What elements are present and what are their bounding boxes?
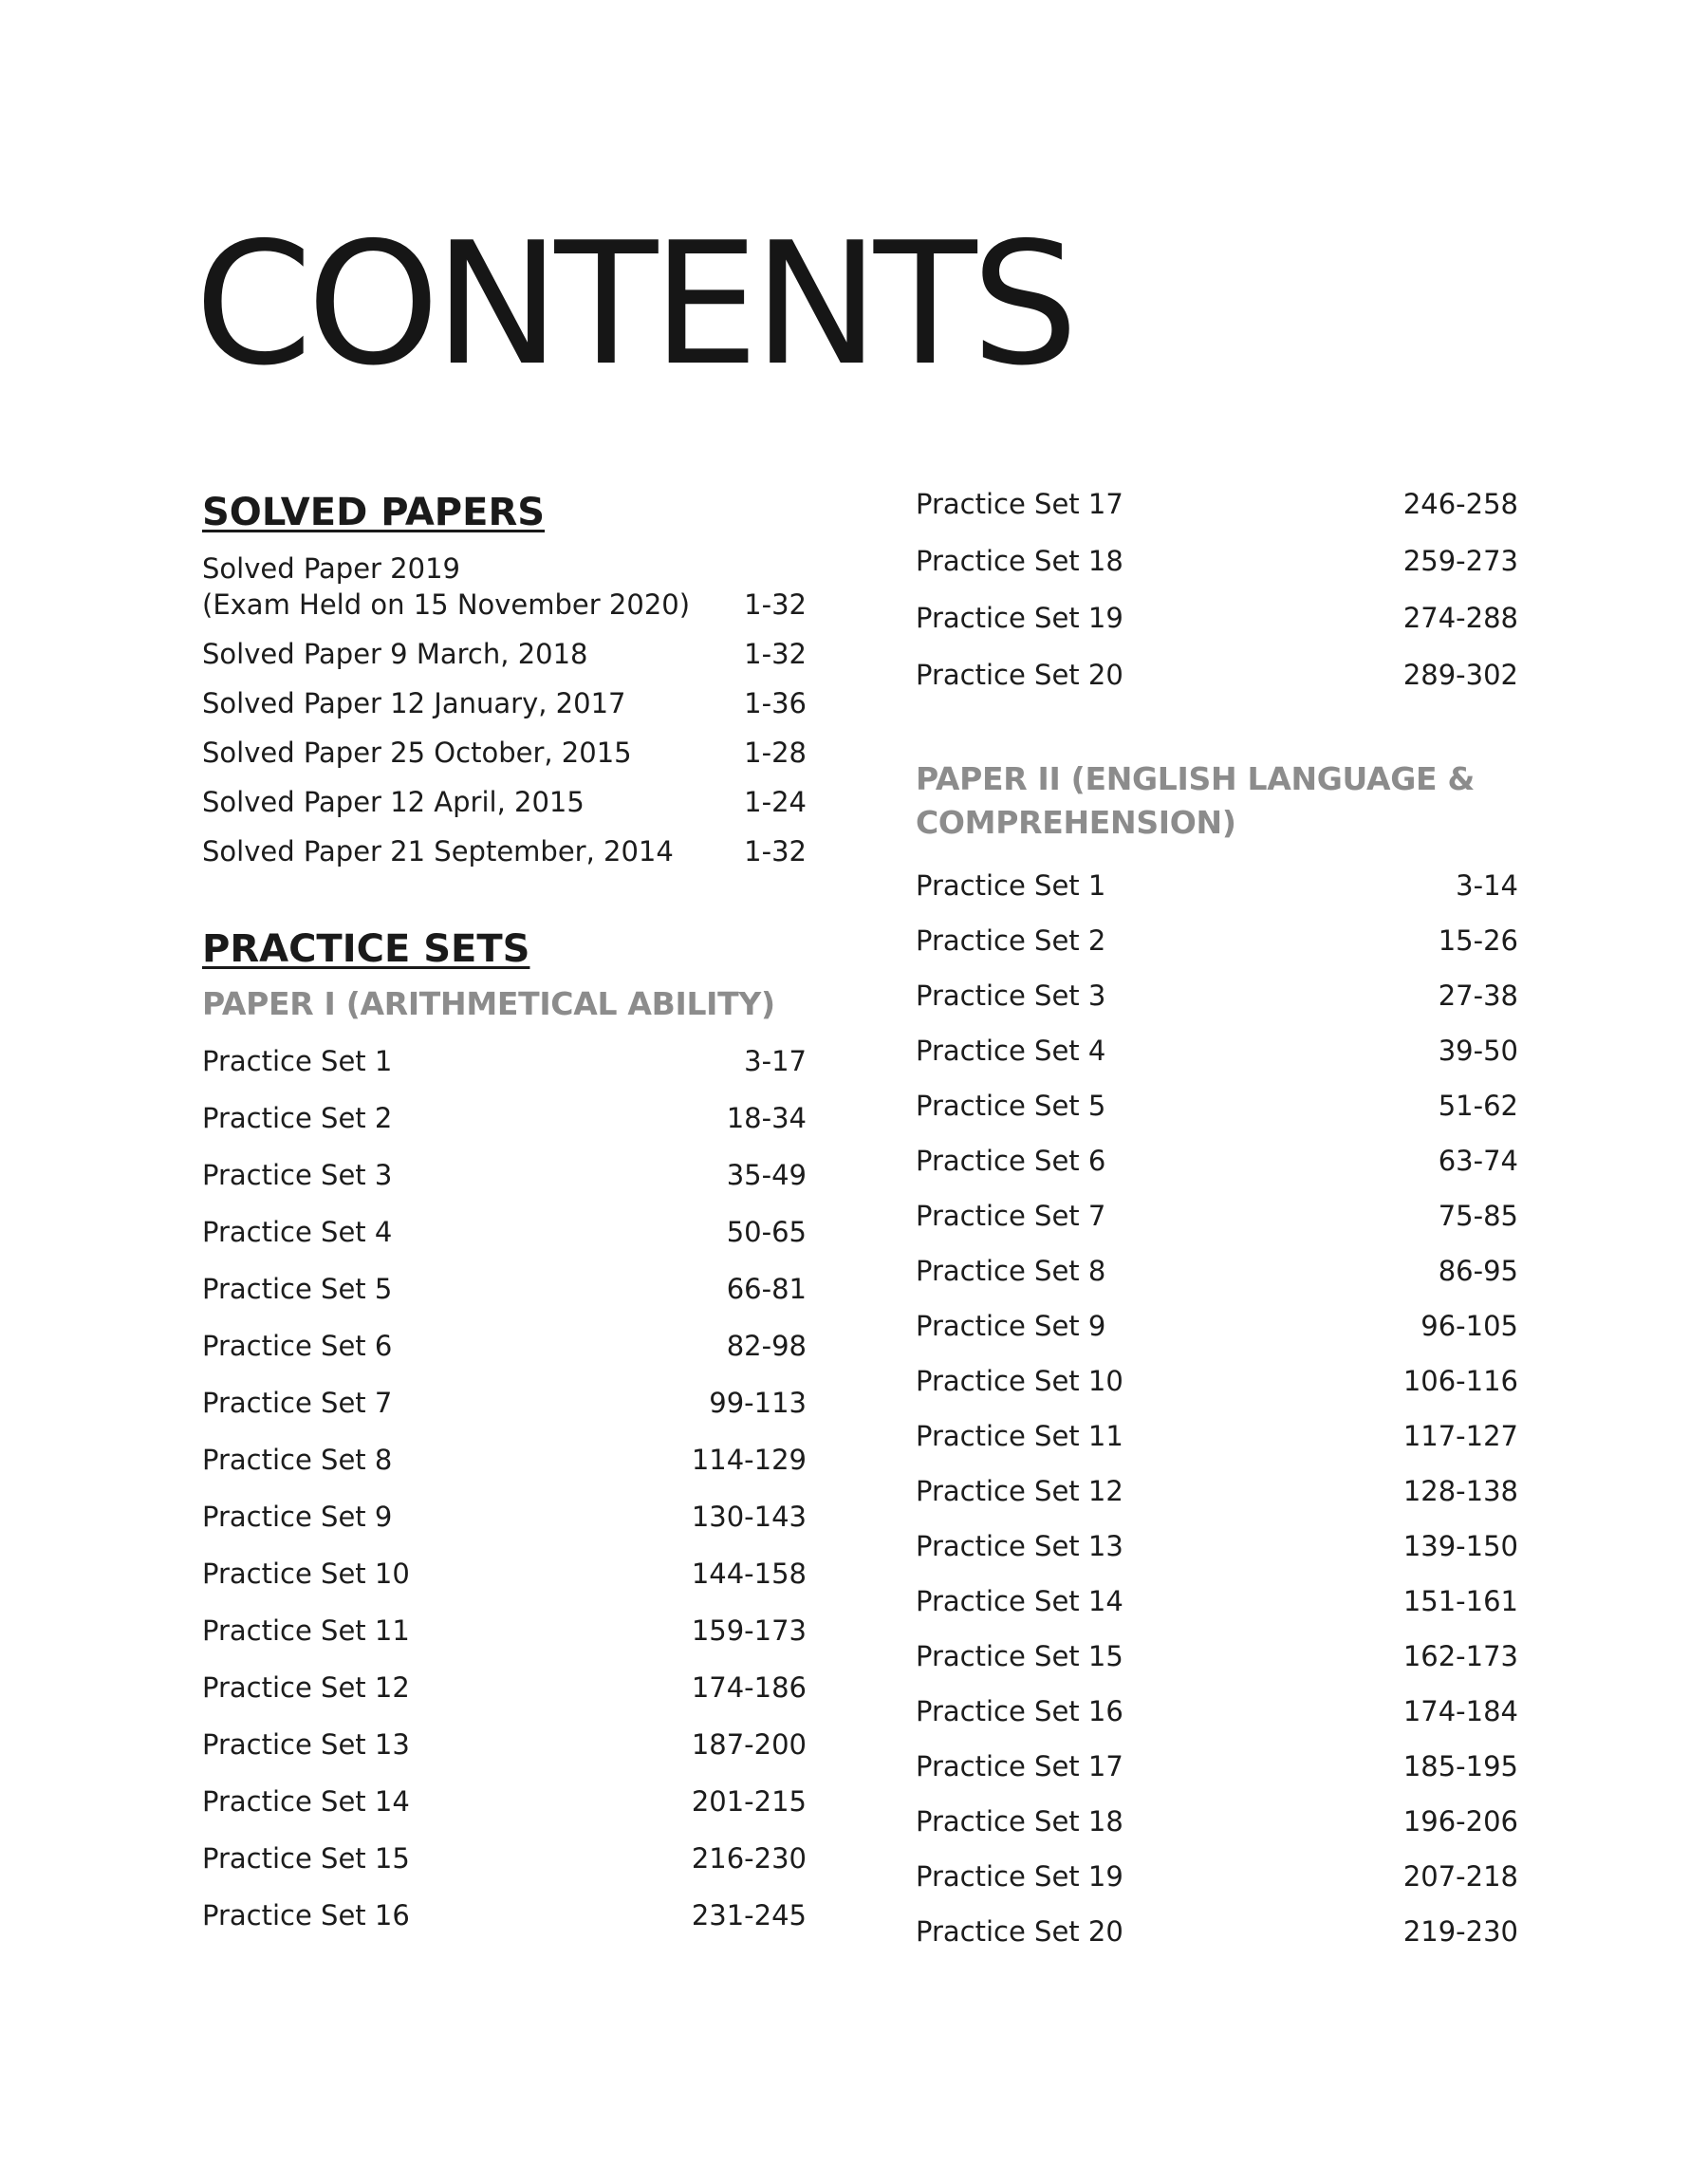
toc-entry-pages: 3-17	[744, 1045, 807, 1077]
toc-entry-pages: 246-258	[1402, 488, 1518, 520]
toc-entry-label: Practice Set 11	[202, 1614, 410, 1647]
toc-entry-label: Practice Set 20	[916, 1915, 1123, 1948]
toc-entry-label: Practice Set 15	[916, 1640, 1123, 1672]
toc-entry-label: Practice Set 2	[202, 1102, 393, 1134]
toc-entry-label: Practice Set 13	[202, 1728, 410, 1761]
toc-entry-pages: 1-24	[744, 786, 807, 818]
toc-entry-label: Practice Set 3	[202, 1159, 393, 1191]
toc-entry-label: Practice Set 10	[916, 1365, 1123, 1397]
toc-entry-label: Practice Set 1	[916, 869, 1106, 902]
toc-entry-label: Practice Set 12	[916, 1475, 1123, 1507]
toc-entry-label: Practice Set 17	[916, 488, 1123, 520]
toc-entry-pages: 39-50	[1438, 1035, 1518, 1067]
toc-entry-pages: 15-26	[1438, 924, 1518, 957]
toc-entry-label: Practice Set 6	[202, 1330, 393, 1362]
toc-entry-label: Practice Set 19	[916, 602, 1123, 634]
toc-entry-label: Solved Paper 9 March, 2018	[202, 638, 588, 670]
toc-entry-pages: 117-127	[1402, 1420, 1518, 1452]
toc-entry-pages: 82-98	[726, 1330, 807, 1362]
toc-entry-pages: 187-200	[691, 1728, 807, 1761]
toc-entry-pages: 51-62	[1438, 1090, 1518, 1122]
toc-entry-pages: 196-206	[1402, 1805, 1518, 1838]
toc-entry-label: Practice Set 10	[202, 1558, 410, 1590]
toc-entry-label: Practice Set 8	[916, 1255, 1106, 1287]
toc-entry-pages: 96-105	[1420, 1310, 1518, 1342]
toc-entry-label: Solved Paper 21 September, 2014	[202, 835, 674, 868]
toc-entry-label: Practice Set 16	[916, 1695, 1123, 1727]
toc-entry-label: Practice Set 19	[916, 1860, 1123, 1893]
toc-entry-pages: 259-273	[1402, 545, 1518, 577]
toc-entry-pages: 219-230	[1402, 1915, 1518, 1948]
toc-entry-pages: 128-138	[1402, 1475, 1518, 1507]
toc-entry-label: Practice Set 13	[916, 1530, 1123, 1562]
toc-entry-label: Practice Set 14	[202, 1785, 410, 1818]
toc-entry-pages: 27-38	[1438, 980, 1518, 1012]
toc-entry-pages: 207-218	[1402, 1860, 1518, 1893]
toc-entry-pages: 139-150	[1402, 1530, 1518, 1562]
toc-entry-pages: 66-81	[726, 1273, 807, 1305]
toc-entry-pages: 75-85	[1438, 1200, 1518, 1232]
toc-entry-pages: 1-32	[744, 835, 807, 868]
toc-entry-label: Solved Paper 12 April, 2015	[202, 786, 585, 818]
toc-entry-label: Practice Set 16	[202, 1899, 410, 1931]
toc-entry-label: Solved Paper 25 October, 2015	[202, 737, 632, 769]
paper-2-heading-line1: PAPER II (ENGLISH LANGUAGE &	[916, 760, 1475, 797]
toc-entry-pages: 99-113	[709, 1387, 807, 1419]
toc-entry-label: Practice Set 9	[202, 1501, 393, 1533]
paper-2-heading-line2: COMPREHENSION)	[916, 804, 1236, 841]
toc-entry-label: Practice Set 14	[916, 1585, 1123, 1617]
toc-entry-label: Practice Set 12	[202, 1671, 410, 1704]
toc-entry-label: Practice Set 6	[916, 1145, 1106, 1177]
toc-entry-label: Practice Set 15	[202, 1842, 410, 1875]
solved-papers-heading: SOLVED PAPERS	[202, 491, 546, 534]
toc-entry-pages: 159-173	[691, 1614, 807, 1647]
toc-entry-pages: 231-245	[691, 1899, 807, 1931]
toc-entry-label: Practice Set 3	[916, 980, 1106, 1012]
toc-entry-pages: 174-184	[1402, 1695, 1518, 1727]
toc-entry-label: Practice Set 2	[916, 924, 1106, 957]
toc-entry[interactable]	[202, 550, 807, 623]
toc-entry-pages: 289-302	[1402, 659, 1518, 691]
toc-entry-label: Practice Set 4	[202, 1216, 393, 1248]
toc-entry-label: Practice Set 18	[916, 1805, 1123, 1838]
toc-entry-pages: 86-95	[1438, 1255, 1518, 1287]
toc-entry-pages: 3-14	[1456, 869, 1518, 902]
toc-entry-pages: 106-116	[1402, 1365, 1518, 1397]
toc-entry-pages: 274-288	[1402, 602, 1518, 634]
toc-entry-pages: 162-173	[1402, 1640, 1518, 1672]
toc-entry-label: Practice Set 18	[916, 545, 1123, 577]
toc-entry-pages: 151-161	[1402, 1585, 1518, 1617]
page-title: CONTENTS	[195, 206, 1073, 402]
toc-entry-pages: 63-74	[1438, 1145, 1518, 1177]
paper-2-heading	[916, 757, 1580, 845]
toc-entry-label: Practice Set 11	[916, 1420, 1123, 1452]
toc-entry-label: Practice Set 7	[916, 1200, 1106, 1232]
toc-entry-label: Practice Set 8	[202, 1444, 393, 1476]
toc-entry-label: Practice Set 20	[916, 659, 1123, 691]
toc-entry-sublabel: (Exam Held on 15 November 2020)	[202, 588, 691, 621]
toc-entry-pages: 1-28	[744, 737, 807, 769]
toc-entry-label: Practice Set 7	[202, 1387, 393, 1419]
toc-entry-label: Practice Set 1	[202, 1045, 393, 1077]
toc-entry-label: Practice Set 9	[916, 1310, 1106, 1342]
toc-entry-pages: 1-36	[744, 687, 807, 719]
toc-entry-label: Practice Set 5	[916, 1090, 1106, 1122]
toc-entry-label: Practice Set 5	[202, 1273, 393, 1305]
toc-entry-label: Solved Paper 12 January, 2017	[202, 687, 626, 719]
toc-entry-pages: 35-49	[726, 1159, 807, 1191]
toc-entry-pages: 1-32	[744, 638, 807, 670]
toc-entry-label: Practice Set 4	[916, 1035, 1106, 1067]
toc-entry-pages: 50-65	[726, 1216, 807, 1248]
practice-sets-heading: PRACTICE SETS	[202, 927, 530, 971]
toc-entry-label: Solved Paper 2019	[202, 552, 460, 585]
toc-entry-pages: 130-143	[691, 1501, 807, 1533]
toc-entry-pages: 1-32	[744, 588, 807, 621]
paper-1-heading: PAPER I (ARITHMETICAL ABILITY)	[202, 985, 775, 1022]
toc-entry-pages: 174-186	[691, 1671, 807, 1704]
toc-entry-pages: 201-215	[691, 1785, 807, 1818]
toc-entry-label: Practice Set 17	[916, 1750, 1123, 1782]
toc-entry-pages: 114-129	[691, 1444, 807, 1476]
toc-entry-pages: 18-34	[726, 1102, 807, 1134]
toc-entry-pages: 144-158	[691, 1558, 807, 1590]
toc-entry-pages: 185-195	[1402, 1750, 1518, 1782]
toc-entry-pages: 216-230	[691, 1842, 807, 1875]
